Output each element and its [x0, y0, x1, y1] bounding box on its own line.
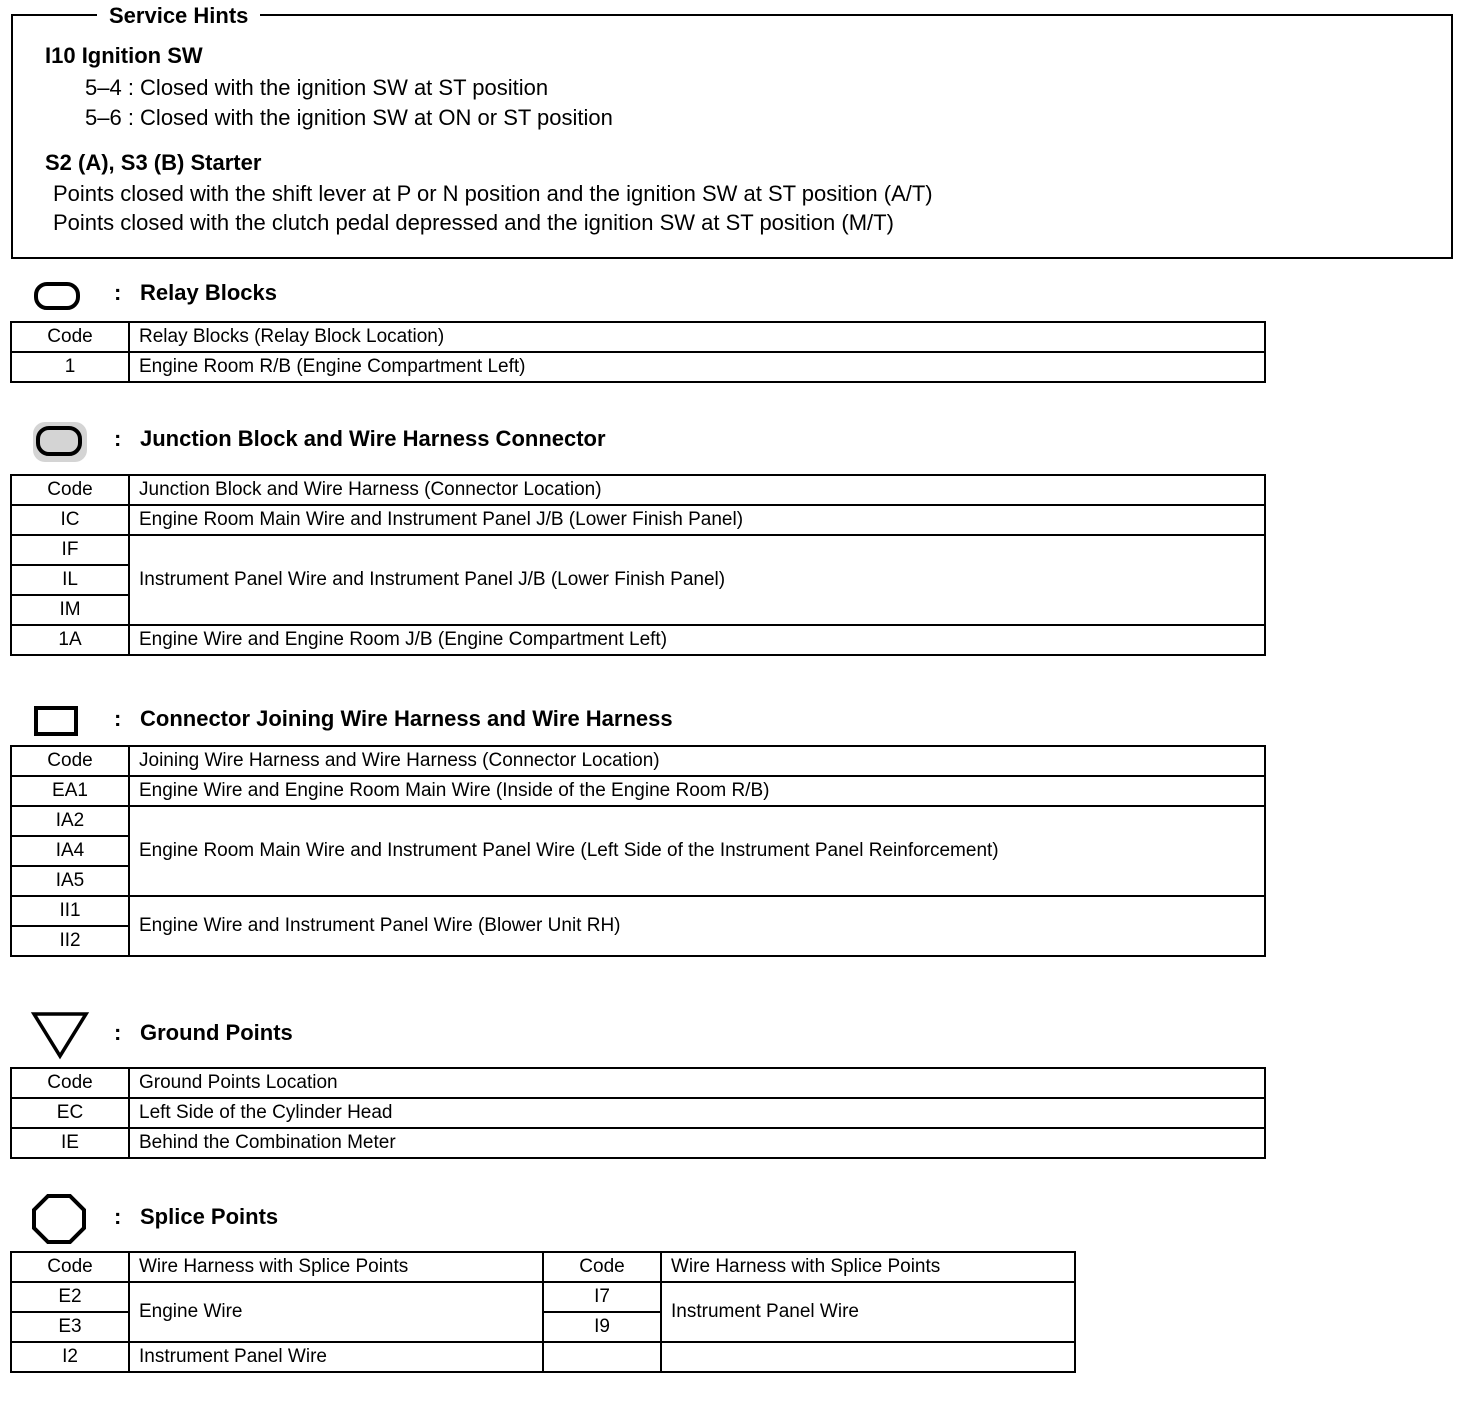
code-header: Code	[543, 1252, 661, 1282]
harness-cell: Engine Wire	[129, 1282, 543, 1342]
code-cell: 1	[11, 352, 129, 382]
table-row	[11, 535, 1265, 565]
code-cell: I9	[543, 1312, 661, 1342]
ignition-sw-heading: I10 Ignition SW	[45, 43, 203, 68]
splice-points-colon: :	[114, 1204, 122, 1229]
code-cell: IA2	[11, 806, 129, 836]
code-cell: IL	[11, 565, 129, 595]
location-header: Junction Block and Wire Harness (Connector Location)	[129, 475, 1265, 505]
harness-cell: Instrument Panel Wire	[129, 1342, 543, 1372]
ground-points-colon: :	[114, 1020, 122, 1045]
code-cell: IA4	[11, 836, 129, 866]
triangle-down-icon	[30, 1010, 90, 1060]
splice-points-table	[10, 1251, 1076, 1373]
junction-block-table	[10, 474, 1266, 656]
code-cell: IF	[11, 535, 129, 565]
table-row	[11, 1128, 1265, 1158]
table-row	[11, 505, 1265, 535]
ignition-line-1: 5–4 : Closed with the ignition SW at ST position	[85, 75, 549, 100]
harness-header: Wire Harness with Splice Points	[129, 1252, 543, 1282]
code-cell: EC	[11, 1098, 129, 1128]
service-hints-title: Service Hints	[97, 2, 260, 30]
code-header: Code	[11, 1068, 129, 1098]
location-cell: Instrument Panel Wire and Instrument Panel J/B (Lower Finish Panel)	[129, 535, 1265, 625]
location-cell: Engine Wire and Instrument Panel Wire (Blower Unit RH)	[129, 896, 1265, 956]
location-cell: Engine Wire and Engine Room J/B (Engine Compartment Left)	[129, 625, 1265, 655]
location-header: Ground Points Location	[129, 1068, 1265, 1098]
connector-title: Connector Joining Wire Harness and Wire Harness	[140, 706, 673, 731]
code-cell: IC	[11, 505, 129, 535]
table-header-row	[11, 1252, 1075, 1282]
junction-block-title: Junction Block and Wire Harness Connector	[140, 426, 606, 451]
code-cell: IM	[11, 595, 129, 625]
code-cell: I7	[543, 1282, 661, 1312]
connector-colon: :	[114, 706, 122, 731]
code-cell: II1	[11, 896, 129, 926]
code-header: Code	[11, 1252, 129, 1282]
code-header: Code	[11, 322, 129, 352]
table-header-row	[11, 475, 1265, 505]
relay-blocks-table	[10, 321, 1266, 383]
location-header: Joining Wire Harness and Wire Harness (Connector Location)	[129, 746, 1265, 776]
code-cell: IE	[11, 1128, 129, 1158]
rounded-rectangle-icon	[30, 276, 90, 316]
starter-line-2: Points closed with the clutch pedal depressed and the ignition SW at ST position (M/T)	[53, 210, 894, 235]
shaded-rounded-rectangle-icon	[30, 420, 90, 464]
location-cell: Behind the Combination Meter	[129, 1128, 1265, 1158]
starter-heading: S2 (A), S3 (B) Starter	[45, 150, 262, 175]
harness-cell: Instrument Panel Wire	[661, 1282, 1075, 1342]
ground-points-title: Ground Points	[140, 1020, 293, 1045]
location-header: Relay Blocks (Relay Block Location)	[129, 322, 1265, 352]
ground-points-table	[10, 1067, 1266, 1159]
table-row	[11, 896, 1265, 926]
code-cell: 1A	[11, 625, 129, 655]
harness-cell	[661, 1342, 1075, 1372]
table-header-row	[11, 746, 1265, 776]
table-row	[11, 352, 1265, 382]
location-cell: Left Side of the Cylinder Head	[129, 1098, 1265, 1128]
rectangle-icon	[30, 700, 90, 740]
code-cell: II2	[11, 926, 129, 956]
location-cell: Engine Room R/B (Engine Compartment Left)	[129, 352, 1265, 382]
table-header-row	[11, 322, 1265, 352]
code-cell: E2	[11, 1282, 129, 1312]
octagon-icon	[30, 1192, 90, 1244]
location-cell: Engine Room Main Wire and Instrument Panel J/B (Lower Finish Panel)	[129, 505, 1265, 535]
splice-points-title: Splice Points	[140, 1204, 279, 1229]
table-header-row	[11, 1068, 1265, 1098]
code-cell: EA1	[11, 776, 129, 806]
ignition-line-2: 5–6 : Closed with the ignition SW at ON or ST position	[85, 105, 613, 130]
table-row	[11, 625, 1265, 655]
junction-block-colon: :	[114, 426, 122, 451]
harness-header: Wire Harness with Splice Points	[661, 1252, 1075, 1282]
table-row	[11, 806, 1265, 836]
relay-blocks-colon: :	[114, 280, 122, 305]
table-row	[11, 1282, 1075, 1312]
table-row	[11, 1098, 1265, 1128]
code-cell: E3	[11, 1312, 129, 1342]
code-header: Code	[11, 475, 129, 505]
location-cell: Engine Room Main Wire and Instrument Panel Wire (Left Side of the Instrument Panel Reinforcement)	[129, 806, 1265, 896]
starter-line-1: Points closed with the shift lever at P or N position and the ignition SW at ST position (A/T)	[53, 181, 933, 206]
connector-table	[10, 745, 1266, 957]
location-cell: Engine Wire and Engine Room Main Wire (Inside of the Engine Room R/B)	[129, 776, 1265, 806]
code-header: Code	[11, 746, 129, 776]
relay-blocks-title: Relay Blocks	[140, 280, 277, 305]
service-hints-box	[11, 3, 1453, 259]
code-cell: IA5	[11, 866, 129, 896]
code-cell: I2	[11, 1342, 129, 1372]
code-cell	[543, 1342, 661, 1372]
table-row	[11, 776, 1265, 806]
table-row	[11, 1342, 1075, 1372]
